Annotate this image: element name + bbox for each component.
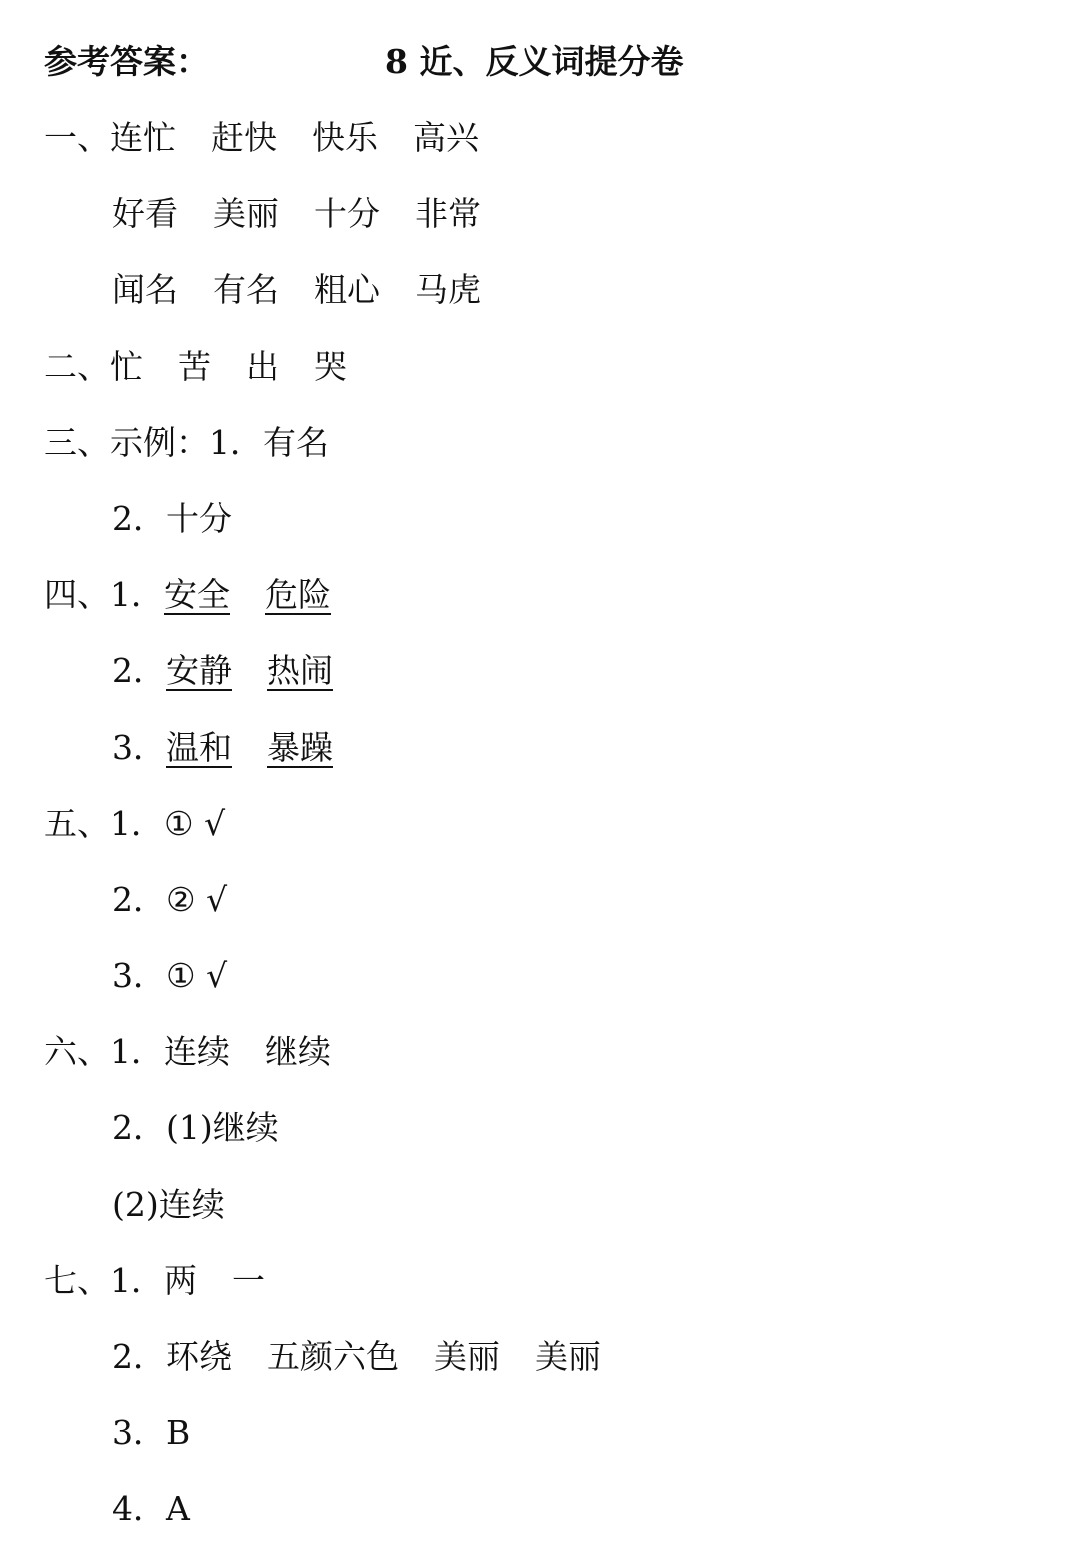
answer-char: 两 [164,1261,197,1300]
answer-word: (2)连续 [112,1185,225,1224]
answer-word: 十分 [314,194,380,233]
underlined-answer: 热闹 [267,651,333,690]
answer-word: 快乐 [312,118,378,157]
item-number: 2． [112,499,166,538]
section-4-row-3 [112,724,333,772]
section-2-row [44,343,347,391]
section-5-row-1 [44,800,225,848]
answer-word: 闻名 [112,270,178,309]
section-6-row-2 [112,1104,279,1152]
answer-key-label: 参考答案： [44,42,209,81]
section-7-row-1 [44,1257,265,1305]
answer-char: 忙 [110,347,143,386]
section-6-row-3 [112,1181,225,1229]
answer-char: 哭 [314,347,347,386]
section-3-row-2 [112,495,232,543]
answer-word: 美丽 [213,194,279,233]
section-2-marker: 二、 [44,347,110,386]
answer-word: 粗心 [314,270,380,309]
answer-word: 连续 [164,1032,230,1071]
answer-word: 十分 [166,499,232,538]
underlined-answer: 温和 [166,728,232,767]
answer-word: (1)继续 [166,1108,279,1147]
answer-word: 好看 [112,194,178,233]
choice-answer: B [166,1413,191,1452]
underlined-answer: 安全 [164,575,230,614]
answer-word: 有名 [263,423,329,462]
section-7-marker: 七、 [44,1261,110,1300]
answer-word: 环绕 [166,1337,232,1376]
section-6-marker: 六、 [44,1032,110,1071]
underlined-answer: 暴躁 [267,728,333,767]
choice-answer: ① √ [166,956,228,995]
choice-answer: ② √ [166,880,228,919]
answer-char: 苦 [178,347,211,386]
section-5-row-2 [112,876,227,924]
answer-word: 美丽 [535,1337,601,1376]
section-7-row-3 [112,1409,190,1457]
section-4-marker: 四、 [44,575,110,614]
section-3-marker: 三、示例： [44,423,209,462]
section-3-row-1 [44,419,329,467]
answer-char: 出 [246,347,279,386]
answer-word: 继续 [265,1032,331,1071]
answer-word: 非常 [415,194,481,233]
answer-word: 高兴 [413,118,479,157]
answer-word: 赶快 [211,118,277,157]
section-4-row-1 [44,571,331,619]
section-1-row-3 [112,266,481,314]
answer-char: 一 [232,1261,265,1300]
section-7-row-4 [112,1485,190,1533]
underlined-answer: 安静 [166,651,232,690]
item-number: 3． [112,956,166,995]
answer-word: 连忙 [110,118,176,157]
item-number: 1． [110,1032,164,1071]
answer-word: 有名 [213,270,279,309]
item-number: 1． [110,1261,164,1300]
item-number: 3． [112,1413,166,1452]
section-7-row-2 [112,1333,601,1381]
item-number: 4． [112,1489,166,1528]
item-number: 1． [110,804,164,843]
item-number: 1． [110,575,164,614]
item-number: 2． [112,880,166,919]
section-5-row-3 [112,952,227,1000]
worksheet-title: 8 近、反义词提分卷 [385,42,684,81]
section-1-row-1 [44,114,479,162]
section-5-marker: 五、 [44,804,110,843]
section-1-row-2 [112,190,481,238]
item-number: 3． [112,728,166,767]
item-number: 2． [112,1337,166,1376]
answer-word: 五颜六色 [267,1337,399,1376]
item-number: 2． [112,651,166,690]
item-number: 1． [209,423,263,462]
choice-answer: A [166,1489,190,1528]
section-1-marker: 一、 [44,118,110,157]
section-6-row-1 [44,1028,331,1076]
answer-word: 美丽 [434,1337,500,1376]
answer-word: 马虎 [415,270,481,309]
choice-answer: ① √ [164,804,226,843]
item-number: 2． [112,1108,166,1147]
section-4-row-2 [112,647,333,695]
underlined-answer: 危险 [265,575,331,614]
